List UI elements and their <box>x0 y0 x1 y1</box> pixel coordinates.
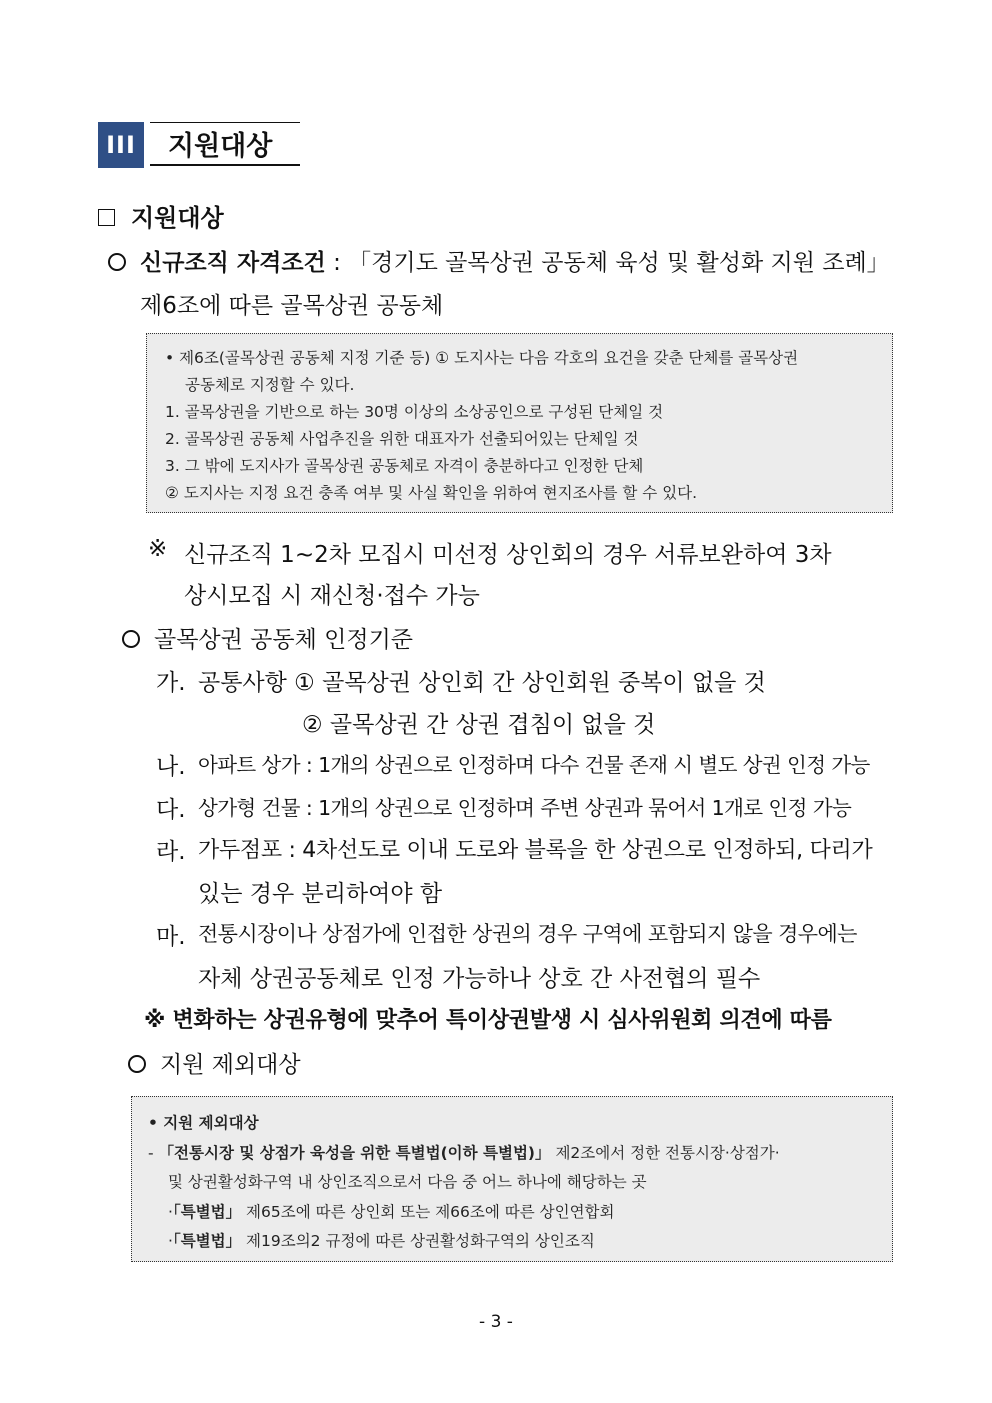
criteria-e-line1: 전통시장이나 상점가에 인접한 상권의 경우 구역에 포함되지 않을 경우에는 <box>198 922 857 946</box>
criteria-label-a: 가. <box>156 670 186 696</box>
circle-bullet-icon <box>128 1055 146 1073</box>
note-line: • 제6조(골목상권 공동체 지정 기준 등) ① 도지사는 다음 각호의 요건을 갖춘 단체를 골목상권 <box>165 349 799 367</box>
exclusion-line3 <box>168 1200 615 1222</box>
criteria-c-text: 상가형 건물 : 1개의 상권으로 인정하며 주변 상권과 묶어서 1개로 인정 가능 <box>198 796 852 820</box>
item-new-org-criteria <box>108 244 890 277</box>
item-excluded-targets <box>128 1046 301 1079</box>
line4-rest: 제19조의2 규정에 따른 상권활성화구역의 상인조직 <box>241 1232 595 1250</box>
heading-support-target <box>98 198 224 233</box>
law-name: 「전통시장 및 상점가 육성을 위한 특별법(이하 특별법)」 <box>158 1144 551 1162</box>
circle-bullet-icon <box>108 253 126 271</box>
item2-label: 골목상권 공동체 인정기준 <box>154 627 414 653</box>
note-line: 3. 그 밖에 도지사가 골목상권 공동체로 자격이 충분하다고 인정한 단체 <box>165 457 644 475</box>
item-recognition-criteria <box>122 621 413 654</box>
note-line: 2. 골목상권 공동체 사업추진을 위한 대표자가 선출되어있는 단체일 것 <box>165 430 639 448</box>
dot: · <box>168 1232 173 1250</box>
note-line: ② 도지사는 지정 요건 충족 여부 및 사실 확인을 위하여 현지조사를 할 수 있다. <box>165 484 698 502</box>
criteria-a-line2: ② 골목상권 간 상권 겹침이 없을 것 <box>302 712 656 738</box>
exclusion-line2: 및 상권활성화구역 내 상인조직으로서 다음 중 어느 하나에 해당하는 곳 <box>168 1173 647 1191</box>
regulation-note-box <box>146 333 893 513</box>
law-short: 「특별법」 <box>172 1203 242 1221</box>
exclusion-note-box <box>131 1096 893 1262</box>
criteria-d-line1: 가두점포 : 4차선도로 이내 도로와 블록을 한 상권으로 인정하되, 다리가 <box>198 838 873 863</box>
criteria-label-c: 다. <box>156 797 186 823</box>
criteria-label-d: 라. <box>156 839 186 865</box>
page-number: - 3 - <box>479 1312 513 1332</box>
section-title: 지원대상 <box>168 131 273 162</box>
exclusion-line4 <box>168 1229 595 1251</box>
item1-label: 신규조직 자격조건 <box>140 250 326 276</box>
circle-bullet-icon <box>122 630 140 648</box>
dash: - <box>148 1144 159 1162</box>
note1-line1: 신규조직 1~2차 모집시 미선정 상인회의 경우 서류보완하여 3차 <box>184 542 832 568</box>
criteria-a-line1: 공통사항 ① 골목상권 상인회 간 상인회원 중복이 없을 것 <box>198 670 766 696</box>
criteria-label-b: 나. <box>156 754 186 780</box>
exclusion-line1 <box>148 1141 780 1163</box>
line3-rest: 제65조에 따른 상인회 또는 제66조에 따른 상인연합회 <box>241 1203 615 1221</box>
section-title-box <box>150 122 300 166</box>
square-bullet-icon <box>98 209 115 226</box>
note-line: 공동체로 지정할 수 있다. <box>185 376 355 394</box>
line1-rest: 제2조에서 정한 전통시장·상점가· <box>550 1144 780 1162</box>
item1-text-line2: 제6조에 따른 골목상권 공동체 <box>140 293 444 319</box>
item3-label: 지원 제외대상 <box>160 1052 301 1078</box>
criteria-b-text: 아파트 상가 : 1개의 상권으로 인정하며 다수 건물 존재 시 별도 상권 인정 가능 <box>198 753 870 777</box>
criteria-e-line2: 자체 상권공동체로 인정 가능하나 상호 간 사전협의 필수 <box>198 966 761 992</box>
section-number-badge: III <box>98 122 144 168</box>
item1-text-line1: 「경기도 골목상권 공동체 육성 및 활성화 지원 조례」 <box>348 250 890 276</box>
heading-text: 지원대상 <box>131 204 224 232</box>
note1-line2: 상시모집 시 재신청·접수 가능 <box>184 583 480 609</box>
criteria-label-e: 마. <box>156 924 186 950</box>
note-line: 1. 골목상권을 기반으로 하는 30명 이상의 소상공인으로 구성된 단체일 것 <box>165 403 664 421</box>
law-short: 「특별법」 <box>172 1232 242 1250</box>
note-reference-mark: ※ <box>148 536 168 562</box>
criteria-d-line2: 있는 경우 분리하여야 함 <box>198 881 443 907</box>
item1-sep: : <box>325 250 349 276</box>
dot: · <box>168 1203 173 1221</box>
special-case-note: ※ 변화하는 상권유형에 맞추어 특이상권발생 시 심사위원회 의견에 따름 <box>144 1008 832 1033</box>
exclusion-box-title: • 지원 제외대상 <box>148 1114 259 1132</box>
